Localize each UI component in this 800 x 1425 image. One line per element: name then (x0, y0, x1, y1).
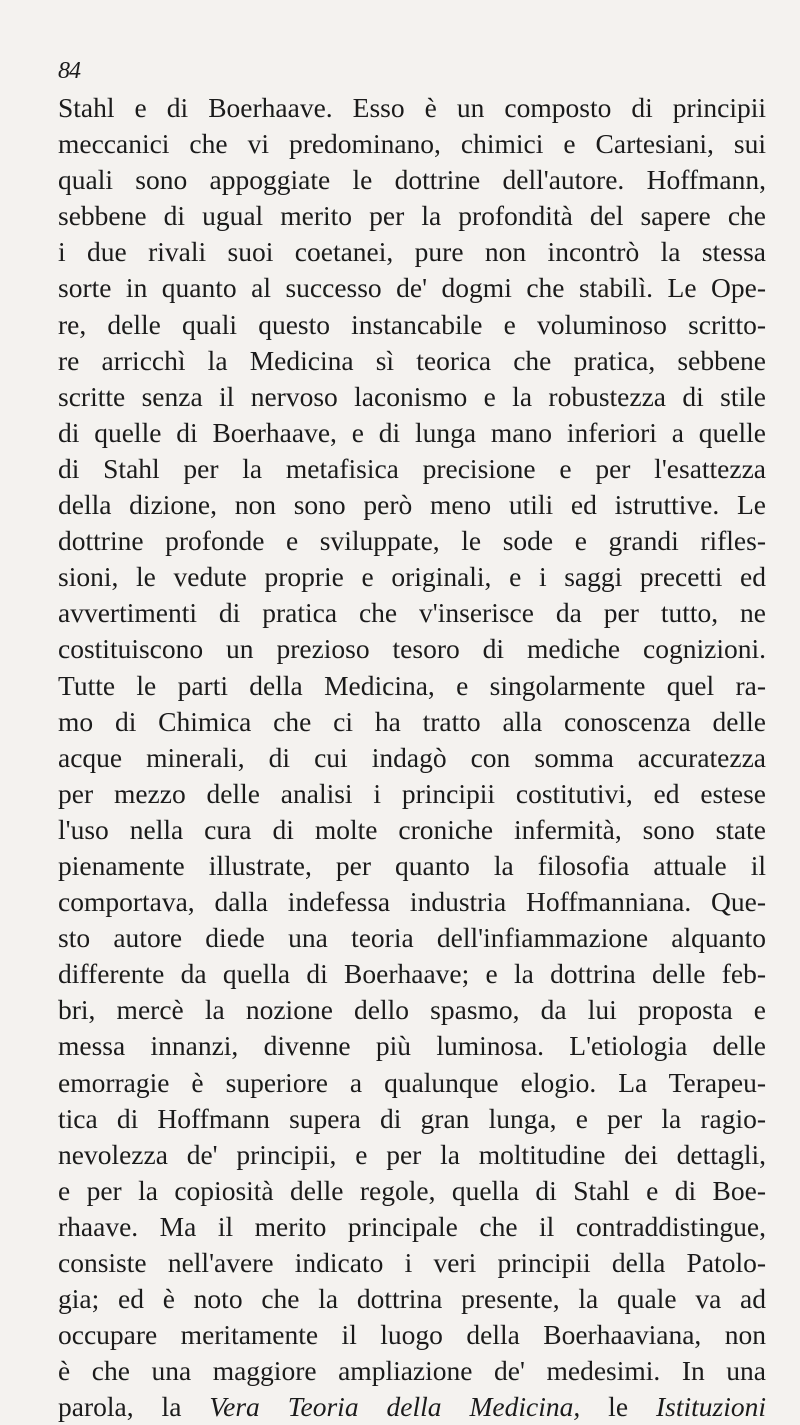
istituzioni-italic: Istituzioni (656, 1391, 767, 1423)
page-number: 84 (58, 58, 80, 84)
text-line: gia; ed è noto che la dottrina presente, la quale va ad (58, 1283, 766, 1315)
text-line: acque minerali, di cui indagò con somma accuratezza (58, 741, 766, 773)
text-line: Stahl e di Boerhaave. Esso è un composto di principii (58, 92, 766, 123)
text-line: di Stahl per la metafisica precisione e per l'esattezza (58, 452, 766, 484)
text-line: avvertimenti di pratica che v'inserisce da per tutto, ne (58, 597, 766, 629)
book-title-italic: Vera Teoria della Medicina, (209, 1391, 581, 1423)
text-line: re arricchì la Medicina sì teorica che pratica, sebbene (58, 344, 766, 376)
text-line: della dizione, non sono però meno utili ed istruttive. Le (58, 489, 766, 521)
text-line: rhaave. Ma il merito principale che il contraddistingue, (58, 1210, 766, 1242)
body-paragraph (58, 90, 766, 1425)
text-line: occupare meritamente il luogo della Boerhaaviana, non (58, 1319, 766, 1351)
text-line: mo di Chimica che ci ha tratto alla conoscenza delle (58, 705, 766, 737)
text-line: differente da quella di Boerhaave; e la dottrina delle feb- (58, 958, 766, 990)
text-line-last (58, 1389, 766, 1425)
text-line: consiste nell'avere indicato i veri principii della Patolo- (58, 1247, 766, 1278)
text-line: sto autore diede una teoria dell'infiammazione alquanto (58, 922, 766, 954)
text-line: comportava, dalla indefessa industria Hoffmanniana. Que- (58, 886, 766, 918)
text-line: è che una maggiore ampliazione de' medesimi. In una (58, 1355, 766, 1387)
text-line: sorte in quanto al successo de' dogmi che stabilì. Le Ope- (58, 272, 766, 304)
text-line: di quelle di Boerhaave, e di lunga mano inferiori a quelle (58, 416, 766, 448)
text-line: i due rivali suoi coetanei, pure non incontrò la stessa (58, 236, 766, 268)
text-line: dottrine profonde e sviluppate, le sode e grandi rifles- (58, 525, 766, 557)
text-line: per mezzo delle analisi i principii costitutivi, ed estese (58, 777, 766, 809)
text-line: emorragie è superiore a qualunque elogio. La Terapeu- (58, 1066, 766, 1098)
text-line: meccanici che vi predominano, chimici e Cartesiani, sui (58, 128, 766, 160)
text-line: l'uso nella cura di molte croniche infermità, sono state (58, 813, 766, 845)
text-line: bri, mercè la nozione dello spasmo, da lui proposta e (58, 994, 766, 1026)
last-line-suffix: le (580, 1391, 656, 1423)
text-line: tica di Hoffmann supera di gran lunga, e per la ragio- (58, 1102, 766, 1134)
text-line: sioni, le vedute proprie e originali, e i saggi precetti ed (58, 561, 766, 593)
text-line: scritte senza il nervoso laconismo e la robustezza di stile (58, 380, 766, 412)
text-line: costituiscono un prezioso tesoro di mediche cognizioni. (58, 633, 766, 665)
text-line: e per la copiosità delle regole, quella di Stahl e di Boe- (58, 1174, 766, 1206)
text-line: quali sono appoggiate le dottrine dell'autore. Hoffmann, (58, 164, 766, 196)
text-line: nevolezza de' principii, e per la moltitudine dei dettagli, (58, 1138, 766, 1170)
text-line: pienamente illustrate, per quanto la filosofia attuale il (58, 849, 766, 881)
text-line: Tutte le parti della Medicina, e singolarmente quel ra- (58, 669, 766, 701)
text-line: sebbene di ugual merito per la profondità del sapere che (58, 200, 766, 232)
last-line-prefix: parola, la (58, 1391, 210, 1423)
text-line: messa innanzi, divenne più luminosa. L'etiologia delle (58, 1030, 766, 1062)
text-line: re, delle quali questo instancabile e voluminoso scritto- (58, 308, 766, 340)
